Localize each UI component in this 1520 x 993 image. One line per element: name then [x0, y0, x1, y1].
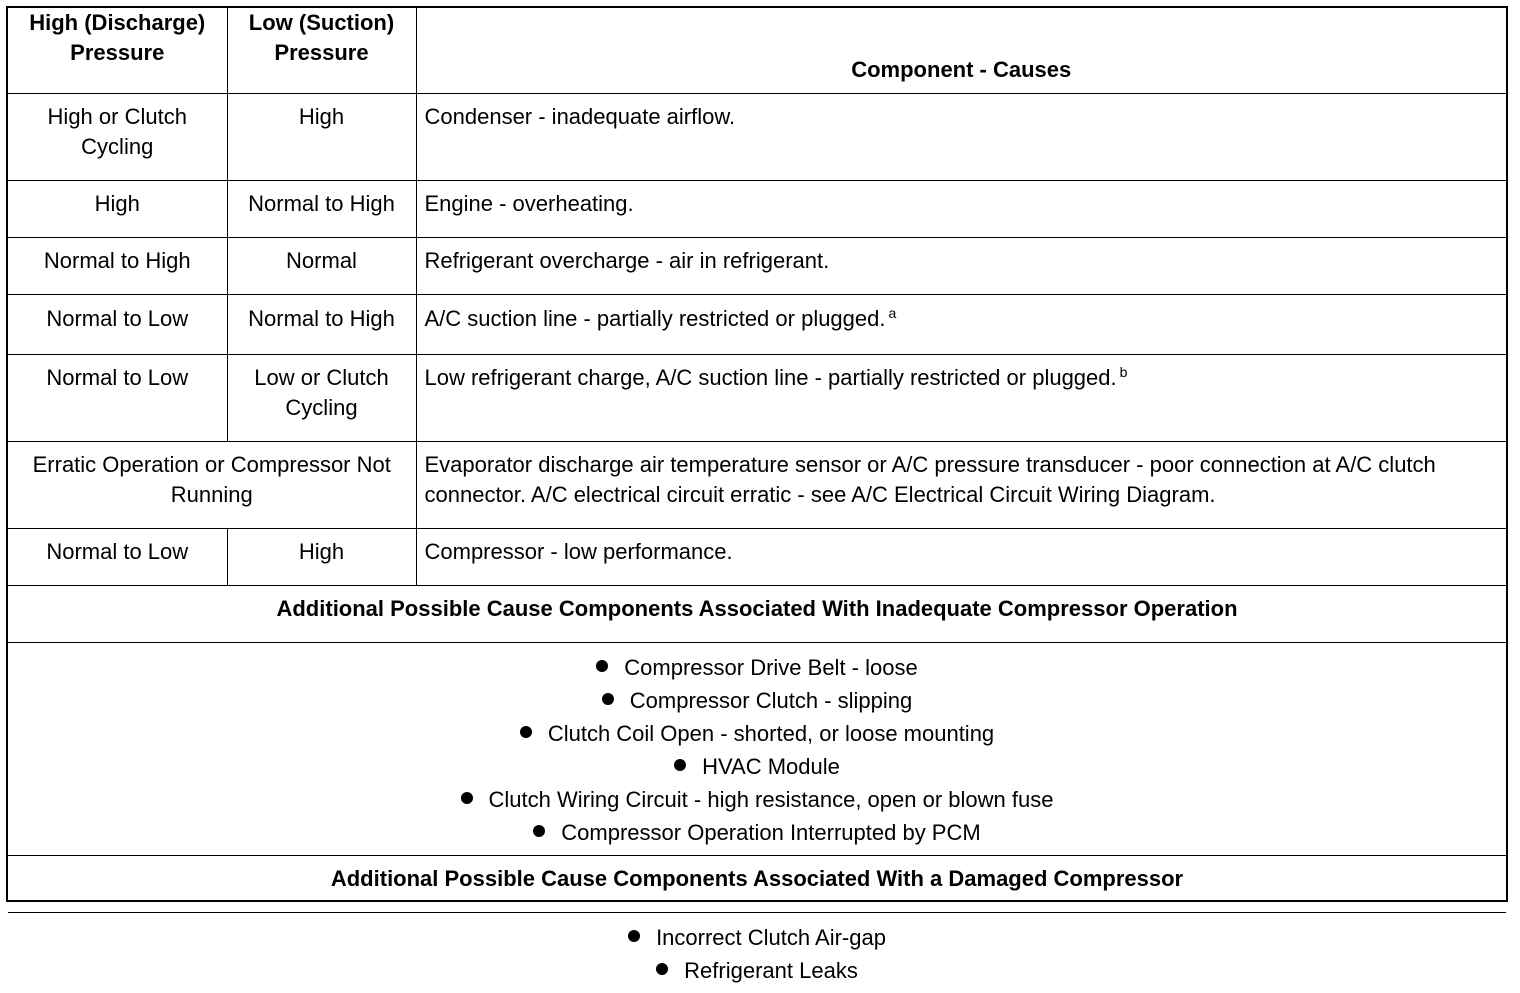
bullet-list-damaged-compressor — [8, 913, 1506, 993]
table-row — [8, 238, 1506, 295]
header-component-causes: Component - Causes — [416, 8, 1506, 94]
low-pressure-cell: Low or Clutch Cycling — [227, 355, 416, 442]
bullet-icon — [602, 693, 614, 705]
footnote-marker: b — [1120, 364, 1128, 380]
footnote-marker: a — [889, 305, 897, 321]
table-row — [8, 355, 1506, 442]
high-pressure-cell: High — [8, 181, 227, 238]
list-item — [8, 717, 1506, 750]
bullet-icon — [596, 660, 608, 672]
bullet-icon — [628, 930, 640, 942]
bullet-list-row — [8, 913, 1506, 993]
bullet-icon — [674, 759, 686, 771]
list-item-text: Refrigerant Leaks — [684, 958, 858, 983]
bullet-list-inadequate-compressor — [8, 643, 1506, 856]
diagnostic-table-frame — [6, 6, 1508, 902]
section-header-row — [8, 856, 1506, 913]
list-item-text: Incorrect Clutch Air-gap — [656, 925, 886, 950]
bullet-list-row — [8, 643, 1506, 856]
list-item-text: HVAC Module — [702, 754, 840, 779]
pressure-diagnosis-table — [8, 8, 1506, 993]
section-title-damaged-compressor: Additional Possible Cause Components Associated With a Damaged Compressor — [8, 856, 1506, 913]
cause-cell: Compressor - low performance. — [416, 529, 1506, 586]
high-pressure-cell: Normal to High — [8, 238, 227, 295]
cause-cell: Engine - overheating. — [416, 181, 1506, 238]
high-pressure-cell: High or Clutch Cycling — [8, 94, 227, 181]
cause-cell: Condenser - inadequate airflow. — [416, 94, 1506, 181]
list-item-text: Compressor Clutch - slipping — [630, 688, 912, 713]
cause-cell — [416, 295, 1506, 355]
low-pressure-cell: High — [227, 529, 416, 586]
table-row — [8, 94, 1506, 181]
combined-pressure-cell: Erratic Operation or Compressor Not Running — [8, 442, 416, 529]
section-title-inadequate-compressor: Additional Possible Cause Components Associated With Inadequate Compressor Operation — [8, 586, 1506, 643]
list-item-text: Compressor Drive Belt - loose — [624, 655, 917, 680]
cause-text: Low refrigerant charge, A/C suction line - partially restricted or plugged. — [425, 365, 1117, 390]
low-pressure-cell: Normal to High — [227, 295, 416, 355]
high-pressure-cell: Normal to Low — [8, 295, 227, 355]
table-row — [8, 529, 1506, 586]
bullet-icon — [533, 825, 545, 837]
list-item-text: Compressor Operation Interrupted by PCM — [561, 820, 980, 845]
list-item — [8, 954, 1506, 987]
bullet-icon — [520, 726, 532, 738]
cause-text: A/C suction line - partially restricted or plugged. — [425, 306, 886, 331]
low-pressure-cell: Normal — [227, 238, 416, 295]
header-low-pressure: Low (Suction) Pressure — [227, 8, 416, 94]
high-pressure-cell: Normal to Low — [8, 355, 227, 442]
section-header-row — [8, 586, 1506, 643]
list-item — [8, 816, 1506, 849]
low-pressure-cell: Normal to High — [227, 181, 416, 238]
bullet-icon — [461, 792, 473, 804]
table-row — [8, 295, 1506, 355]
high-pressure-cell: Normal to Low — [8, 529, 227, 586]
list-item-text: Clutch Wiring Circuit - high resistance, open or blown fuse — [489, 787, 1054, 812]
header-high-pressure: High (Discharge) Pressure — [8, 8, 227, 94]
list-item — [8, 921, 1506, 954]
low-pressure-cell: High — [227, 94, 416, 181]
cause-cell: Refrigerant overcharge - air in refrigerant. — [416, 238, 1506, 295]
list-item-text: Clutch Coil Open - shorted, or loose mounting — [548, 721, 994, 746]
bullet-icon — [656, 963, 668, 975]
cause-cell — [416, 355, 1506, 442]
list-item — [8, 684, 1506, 717]
header-row — [8, 8, 1506, 94]
table-row — [8, 181, 1506, 238]
list-item — [8, 651, 1506, 684]
list-item — [8, 783, 1506, 816]
cause-cell: Evaporator discharge air temperature sensor or A/C pressure transducer - poor connection at A/C clutch connector. A/C electrical circuit erratic - see A/C Electrical Circuit Wiring Diagram. — [416, 442, 1506, 529]
table-row — [8, 442, 1506, 529]
list-item — [8, 750, 1506, 783]
